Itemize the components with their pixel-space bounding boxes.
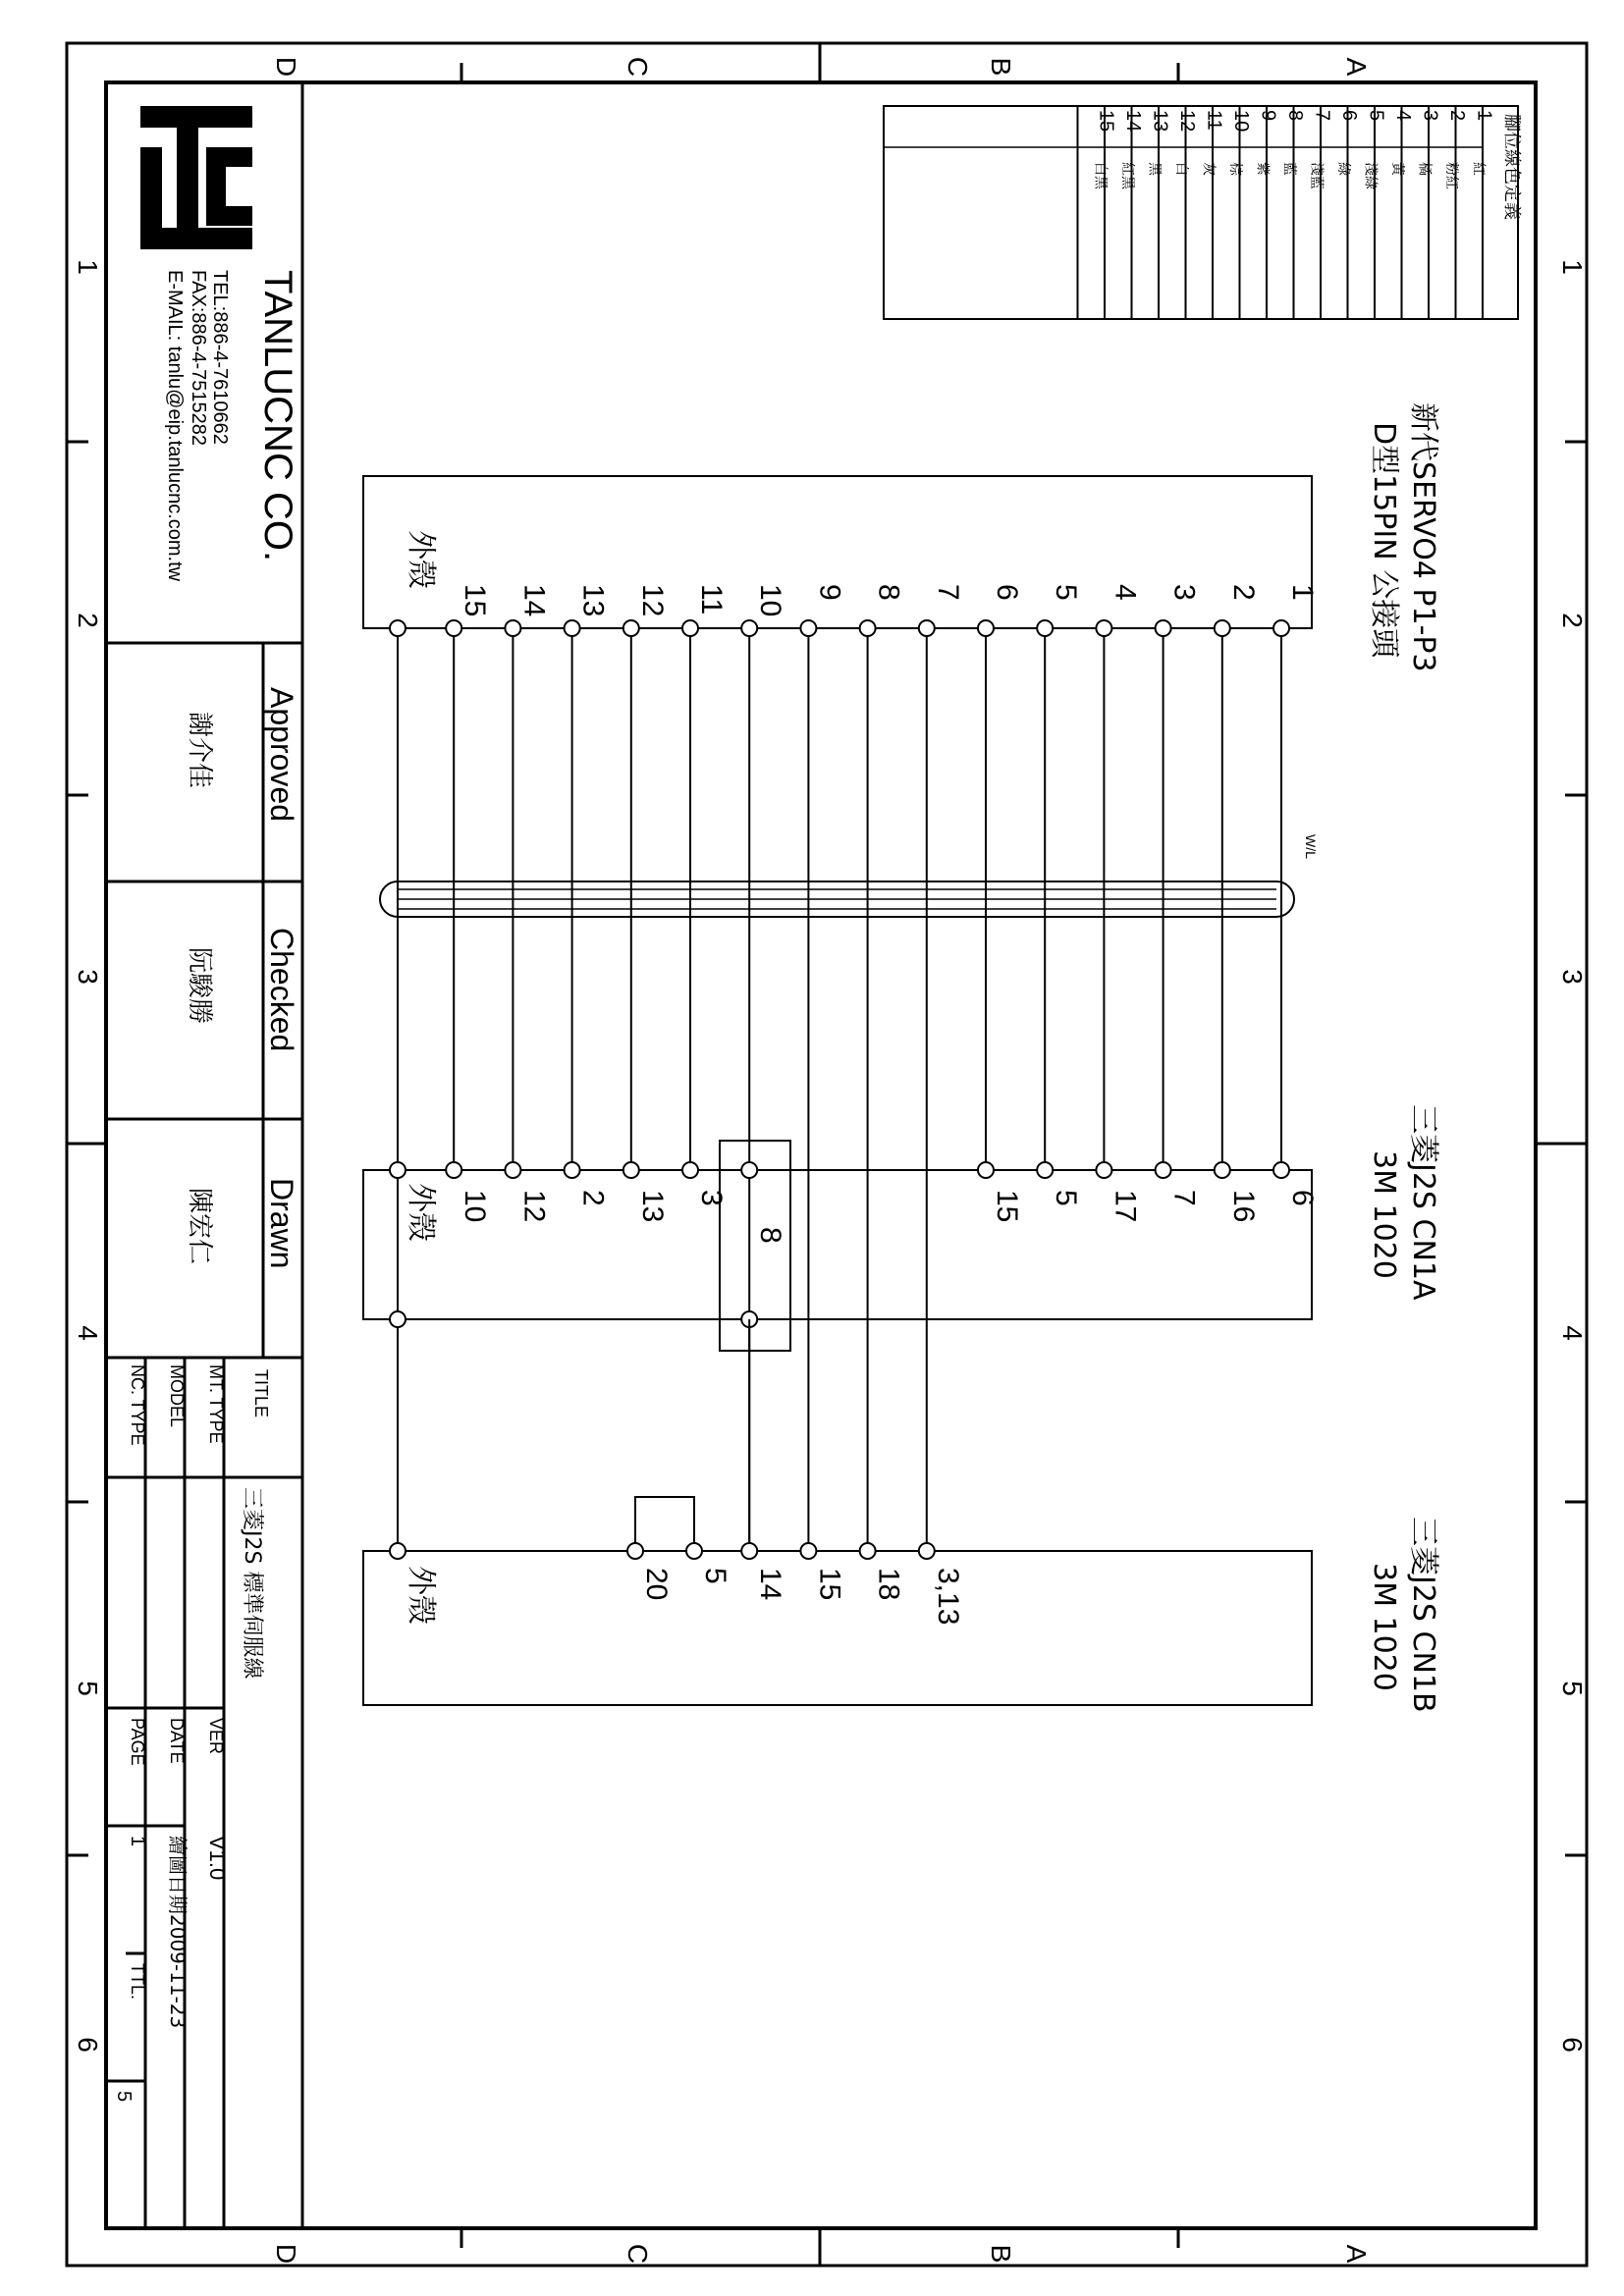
p1-pin-number: 5: [1050, 584, 1083, 601]
nc-type-label: NC. TYPE: [128, 1364, 147, 1446]
cn1a-pin-number: 10: [459, 1190, 492, 1223]
cn1a-pin-number: 7: [1167, 1190, 1201, 1206]
zone-b-bottom: B: [986, 2244, 1016, 2264]
p1-pin-terminal: [1273, 620, 1289, 636]
cn1a-title-line2: 3M 1020: [1367, 1150, 1401, 1279]
p1-title-line2: D型15PIN 公接頭: [1367, 422, 1401, 659]
zone-5-right: 5: [1557, 1681, 1588, 1696]
cn1a-pin-terminal: [565, 1162, 580, 1178]
pin-color-name: 灰: [1200, 162, 1217, 176]
zone-2-right: 2: [1557, 613, 1588, 628]
company-fax: FAX:886-4-7515282: [188, 270, 209, 447]
cn1a-pin-terminal: [978, 1162, 994, 1178]
cn1b-pin-number: 20: [640, 1568, 673, 1601]
ttl-label: TTL.: [128, 1963, 147, 2001]
cn1b-pin-number: 15: [813, 1568, 846, 1601]
zone-3-left: 3: [73, 969, 103, 985]
drawn-label: Drawn: [264, 1178, 299, 1269]
cn1b-pin-terminal: [741, 1543, 757, 1559]
zone-4-left: 4: [73, 1325, 103, 1341]
p1-title-line1: 新代SERVO4 P1-P3: [1406, 402, 1440, 672]
cn1b-pin-terminal: [860, 1543, 876, 1559]
cn1a-pin-terminal: [682, 1162, 698, 1178]
cn1a-shell-terminal: [390, 1162, 406, 1178]
cn1b-pin-number: 3,13: [931, 1568, 964, 1626]
p1-pin-terminal: [446, 620, 461, 636]
p1-shell-label: 外殼: [404, 530, 438, 589]
ver-label: VER: [206, 1718, 226, 1755]
p1-pin-number: 4: [1109, 584, 1142, 601]
p1-pin-terminal: [860, 620, 876, 636]
p1-pin-number: 9: [813, 584, 846, 601]
p1-pin-terminal: [682, 620, 698, 636]
zone-a-bottom: A: [1341, 2244, 1372, 2264]
p1-pin-number: 3: [1167, 584, 1201, 601]
cn1b-shell-label: 外殼: [404, 1566, 438, 1625]
p1-pin-number: 14: [517, 584, 551, 617]
pin-color-name: 白黑: [1092, 162, 1109, 189]
pin-color-pin-number: 8: [1283, 110, 1306, 122]
pin-color-name: 藍: [1280, 162, 1297, 176]
pin-color-pin-number: 14: [1121, 110, 1144, 133]
page-label: PAGE: [128, 1718, 147, 1766]
zone-d-bottom: D: [271, 2243, 301, 2265]
p1-pin-terminal: [1096, 620, 1111, 636]
pin-color-name: 黑: [1146, 162, 1163, 176]
p1-pin-terminal: [565, 620, 580, 636]
pin-color-name: 棕: [1226, 162, 1243, 176]
cn1a-pin-terminal: [1273, 1162, 1289, 1178]
cn1a-title-line1: 三菱J2S CN1A: [1406, 1104, 1440, 1301]
ver-value: V1.0: [205, 1836, 230, 1881]
pin-color-name: 綠: [1334, 162, 1351, 176]
zone-1-right: 1: [1557, 259, 1588, 275]
cn1a-pin-terminal: [1096, 1162, 1111, 1178]
zone-1-left: 1: [73, 259, 103, 275]
zone-d-top: D: [271, 56, 301, 78]
pin-color-pin-number: 5: [1365, 110, 1387, 122]
cn1a-pin-number: 15: [991, 1190, 1023, 1223]
company-tel: TEL:886-4-7610662: [209, 270, 231, 445]
cn1a-pin-terminal: [446, 1162, 461, 1178]
cn1b-jumper-terminal: [627, 1543, 643, 1559]
pin-color-name: 淺藍: [1308, 162, 1325, 189]
zone-b-top: B: [986, 57, 1016, 77]
pin-color-pin-number: 4: [1391, 110, 1414, 122]
zone-2-left: 2: [73, 613, 103, 628]
cn1b-pin-number: 5: [699, 1568, 731, 1584]
p1-pin-terminal: [800, 620, 816, 636]
cn1b-pin-terminal: [800, 1543, 816, 1559]
ttl-value: 5: [113, 2091, 135, 2103]
cn1b-title-line2: 3M 1020: [1367, 1563, 1401, 1691]
pin-color-pin-number: 7: [1311, 110, 1333, 122]
title-label: TITLE: [251, 1369, 271, 1418]
cn1a-pin-terminal: [623, 1162, 639, 1178]
p1-pin-number: 15: [459, 584, 492, 617]
pin-color-name: 粉紅: [1442, 162, 1459, 189]
cn1a-pin-number: 6: [1286, 1190, 1319, 1206]
pin-color-name: 紫: [1254, 162, 1271, 176]
p1-pin-terminal: [623, 620, 639, 636]
title-value: 三菱J2S 標準伺服線: [240, 1487, 264, 1680]
twist-label: W/L: [1303, 834, 1319, 859]
p1-pin-terminal: [978, 620, 994, 636]
cn1a-shell-label: 外殼: [404, 1183, 438, 1242]
company-email: E-MAIL: tanlu@eip.tanlucnc.com.tw: [164, 270, 186, 582]
pin-color-pin-number: 6: [1337, 110, 1360, 122]
cn1a-pin-terminal: [741, 1162, 757, 1178]
pin-color-pin-number: 11: [1203, 110, 1225, 131]
pin-color-name: 橘: [1416, 162, 1433, 176]
checked-label: Checked: [264, 928, 299, 1052]
cn1a-shell-terminal-2: [390, 1311, 406, 1327]
p1-pin-number: 12: [635, 584, 669, 617]
p1-pin-terminal: [1215, 620, 1230, 636]
pin-color-pin-number: 12: [1175, 110, 1198, 133]
cn1a-pin-number: 13: [635, 1190, 669, 1223]
zone-6-left: 6: [73, 2037, 103, 2053]
cn1a-pin-terminal: [1215, 1162, 1230, 1178]
date-value: 繪圖日期2009-11-23: [166, 1836, 189, 2029]
p1-pin-terminal: [505, 620, 520, 636]
pin-color-name: 紅黑: [1118, 162, 1135, 189]
cn1a-pin-terminal: [505, 1162, 520, 1178]
p1-pin-number: 10: [754, 584, 787, 617]
company-name: TANLUCNC CO.: [256, 270, 299, 562]
pin-color-pin-number: 1: [1473, 110, 1495, 122]
p1-pin-number: 7: [931, 584, 964, 601]
page-value: 1: [127, 1836, 148, 1847]
drawn-name: 陳宏仁: [185, 1188, 214, 1265]
p1-pin-number: 1: [1286, 584, 1319, 601]
pin-color-name: 紅: [1470, 162, 1487, 176]
pin-color-name: 白: [1172, 162, 1189, 176]
p1-pin-terminal: [1156, 620, 1171, 636]
p1-pin-number: 8: [872, 584, 905, 601]
model-label: MODEL: [167, 1364, 187, 1428]
cn1b-pin-terminal: [919, 1543, 935, 1559]
date-label: DATE: [167, 1718, 187, 1764]
approved-name: 謝介佳: [185, 712, 214, 789]
zone-6-right: 6: [1557, 2037, 1588, 2053]
p1-pin-number: 11: [695, 584, 728, 615]
cn1a-pin-number: 3: [695, 1190, 728, 1206]
cn1a-pin-number: 12: [517, 1190, 551, 1223]
pin-color-pin-number: 9: [1257, 110, 1279, 122]
pin-color-name: 黃: [1388, 162, 1405, 176]
cn1b-title-line1: 三菱J2S CN1B: [1406, 1517, 1440, 1713]
zone-c-bottom: C: [623, 2243, 653, 2265]
cn1a-pin-number: 17: [1109, 1190, 1142, 1223]
zone-4-right: 4: [1557, 1325, 1588, 1341]
approved-label: Approved: [264, 687, 299, 822]
zone-5-left: 5: [73, 1681, 103, 1696]
p1-pin-terminal: [1037, 620, 1053, 636]
cn1a-pin-number: 2: [576, 1190, 610, 1206]
pin-color-pin-number: 15: [1095, 110, 1117, 133]
zone-3-right: 3: [1557, 969, 1588, 985]
pin-color-pin-number: 3: [1419, 110, 1441, 122]
cn1b-jumper-terminal: [686, 1543, 702, 1559]
pin-color-pin-number: 10: [1229, 110, 1252, 133]
zone-c-top: C: [623, 56, 653, 78]
mt-type-label: MT. TYPE: [206, 1364, 226, 1444]
pin-color-pin-number: 2: [1445, 110, 1468, 122]
cn1a-pin-number: 8: [754, 1227, 787, 1244]
p1-pin-number: 6: [991, 584, 1023, 601]
cn1b-pin-number: 18: [872, 1568, 905, 1601]
cn1b-shell-terminal: [390, 1543, 406, 1559]
cn1a-pin-number: 5: [1050, 1190, 1083, 1206]
cn1b-pin-number: 14: [754, 1568, 787, 1601]
pin-color-table-header: 腳位線色定義: [1501, 114, 1522, 220]
cn1a-pin-number: 16: [1226, 1190, 1260, 1223]
cn1a-pin-terminal: [1037, 1162, 1053, 1178]
checked-name: 阮駿勝: [185, 947, 214, 1025]
p1-pin-number: 13: [576, 584, 610, 617]
p1-pin-terminal: [919, 620, 935, 636]
p1-pin-terminal: [741, 620, 757, 636]
p1-pin-number: 2: [1226, 584, 1260, 601]
pin-color-pin-number: 13: [1149, 110, 1171, 133]
cn1a-pin-terminal: [1156, 1162, 1171, 1178]
zone-a-top: A: [1341, 57, 1372, 77]
p1-shell-terminal: [390, 620, 406, 636]
pin-color-name: 淺綠: [1362, 162, 1379, 189]
